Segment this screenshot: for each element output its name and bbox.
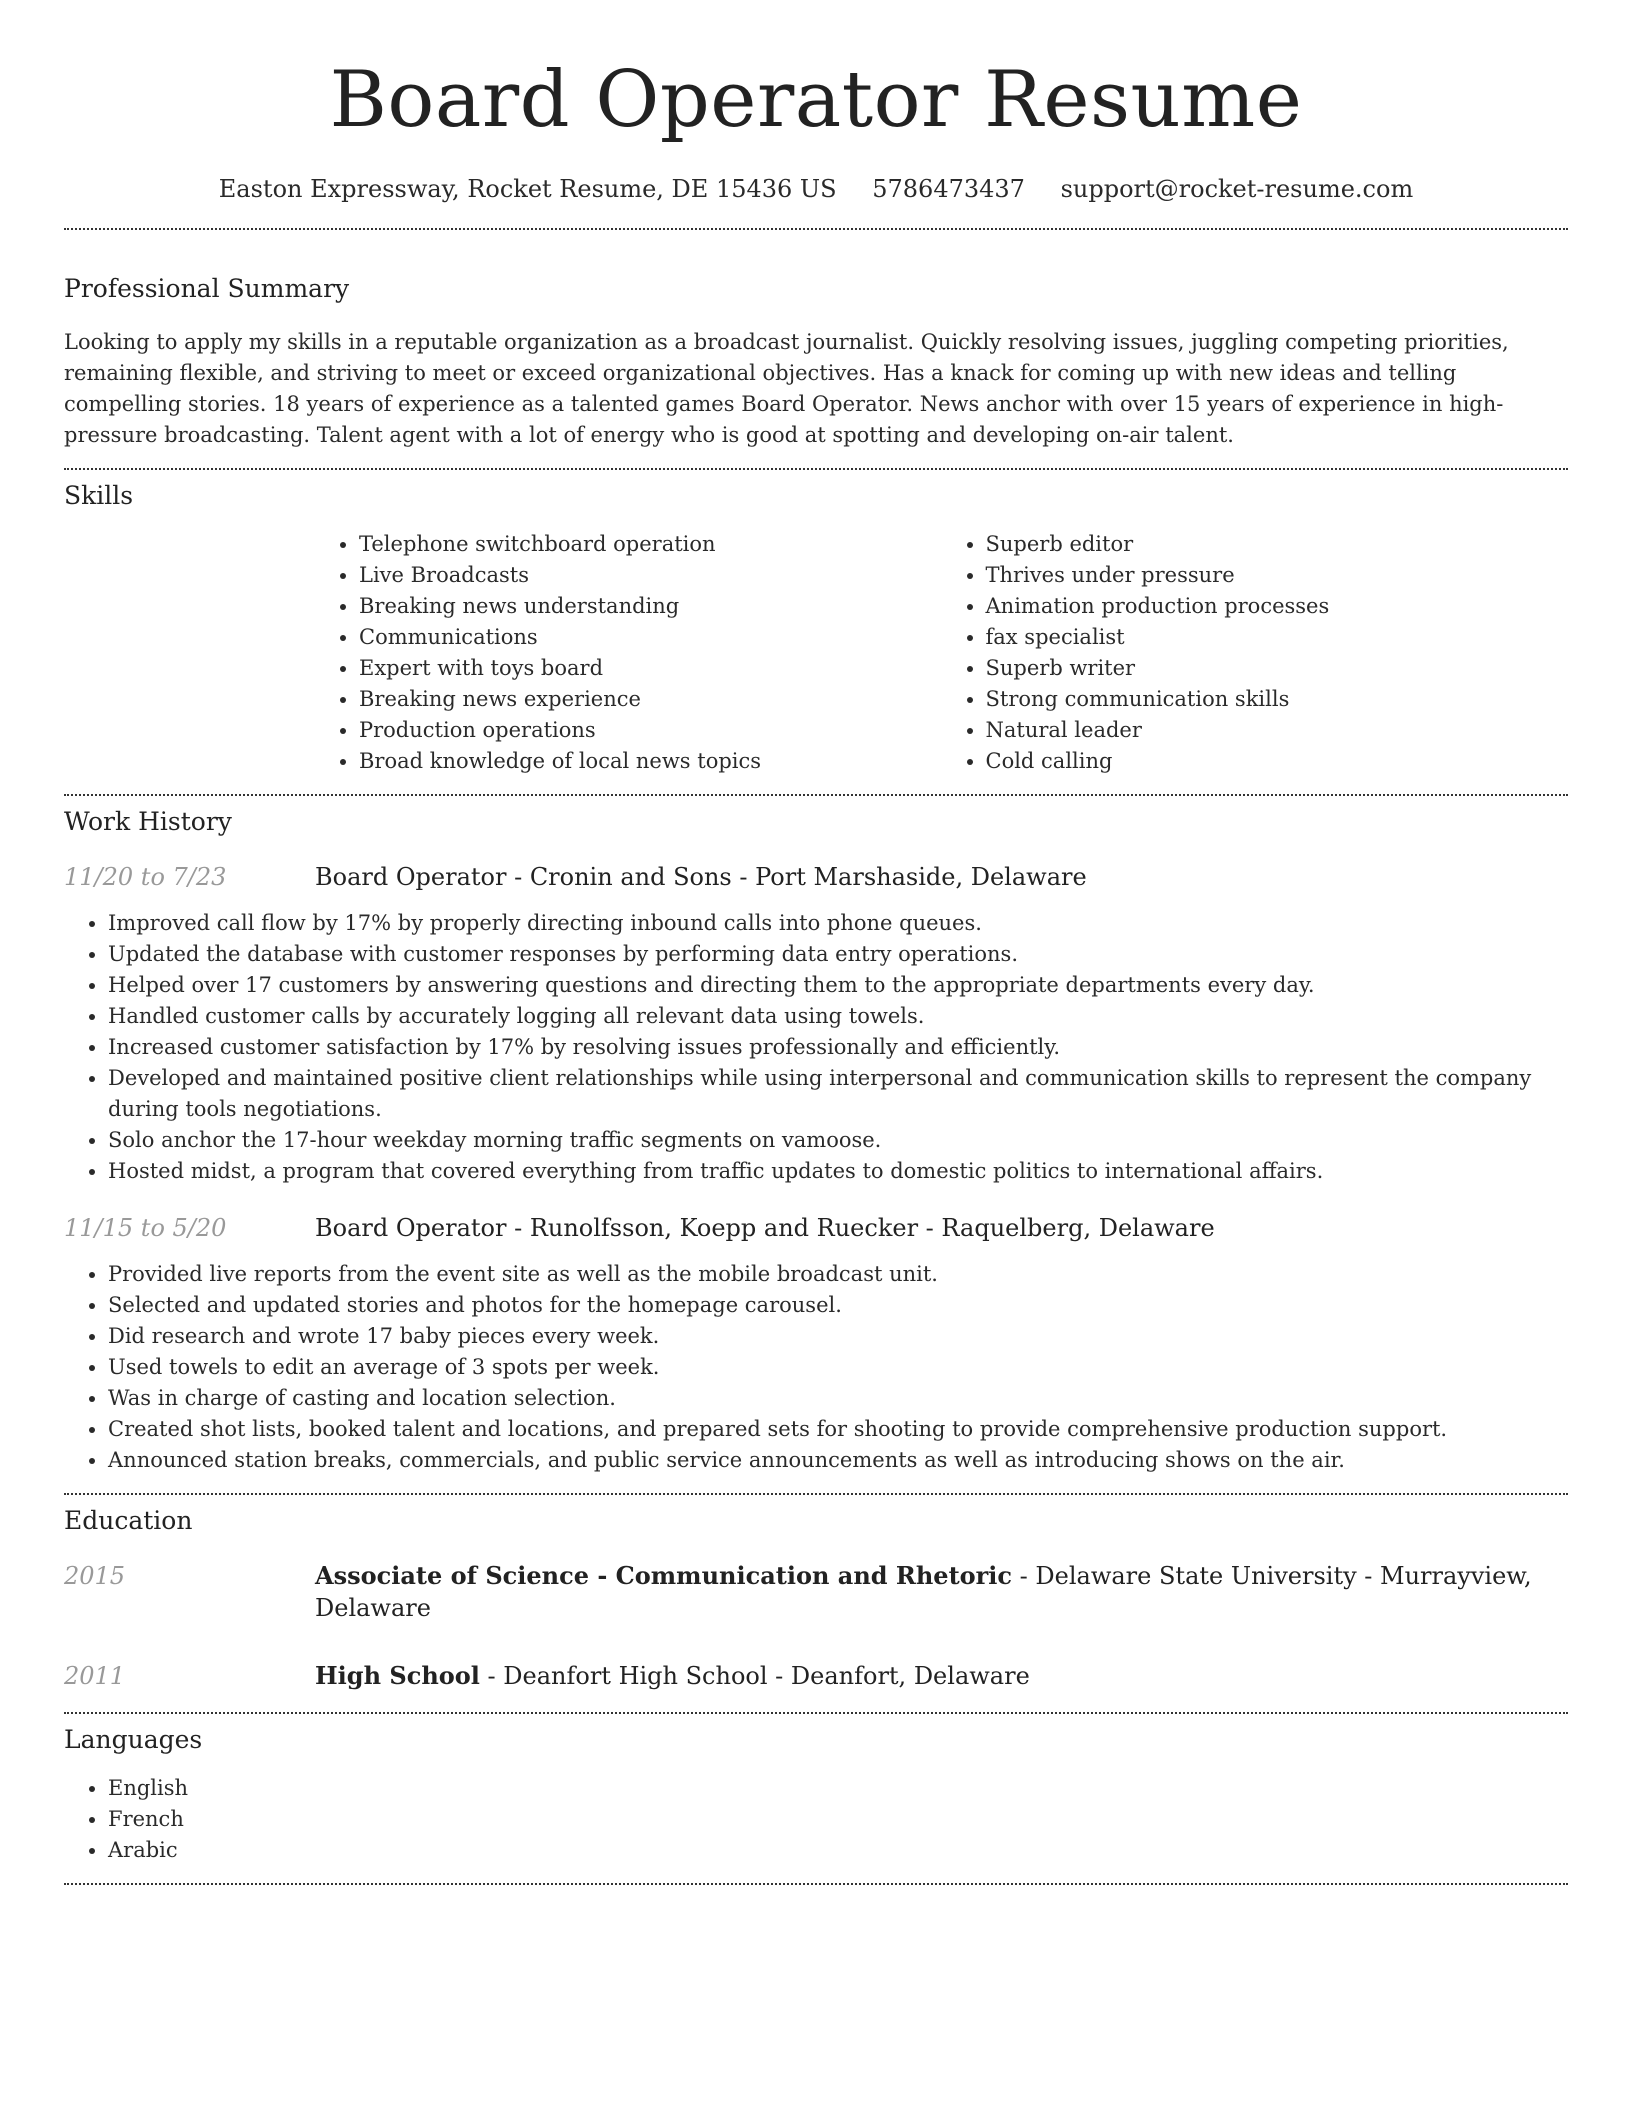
list-item: • Cold calling — [986, 746, 1569, 777]
section-heading-skills: Skills — [64, 481, 134, 510]
job-title: Board Operator - Runolfsson, Koepp and Ruecker - Raquelberg, Delaware — [315, 1214, 1215, 1242]
divider — [64, 1883, 1568, 1885]
job-entry — [64, 861, 1568, 893]
contact-address: Easton Expressway, Rocket Resume, DE 15436 US — [218, 175, 837, 203]
list-item: • Telephone switchboard operation — [359, 529, 942, 560]
skills-column-left — [315, 529, 942, 777]
list-item: • Did research and wrote 17 baby pieces every week. — [108, 1321, 1568, 1352]
contact-phone: 5786473437 — [872, 175, 1025, 203]
list-item: • Developed and maintained positive client relationships while using interpersonal and communication skills to represent the company during tools negotiations. — [108, 1063, 1568, 1125]
page-title: Board Operator Resume — [329, 55, 1303, 145]
section-heading-education: Education — [64, 1506, 193, 1535]
education-school: - Deanfort High School - Deanfort, Delaware — [479, 1662, 1030, 1690]
list-item: • Solo anchor the 17-hour weekday morning traffic segments on vamoose. — [108, 1125, 1568, 1156]
job-bullets — [64, 908, 1568, 1187]
job-entry — [64, 1212, 1568, 1244]
list-item: • Used towels to edit an average of 3 spots per week. — [108, 1352, 1568, 1383]
list-item: • Provided live reports from the event site as well as the mobile broadcast unit. — [108, 1259, 1568, 1290]
divider — [64, 468, 1568, 470]
list-item: • Superb editor — [986, 529, 1569, 560]
section-heading-work: Work History — [64, 807, 232, 836]
list-item: • Natural leader — [986, 715, 1569, 746]
section-heading-summary: Professional Summary — [64, 274, 350, 303]
list-item: • Improved call flow by 17% by properly directing inbound calls into phone queues. — [108, 908, 1568, 939]
list-item: • Hosted midst, a program that covered everything from traffic updates to domestic politics to international affairs. — [108, 1156, 1568, 1187]
section-heading-languages: Languages — [64, 1725, 203, 1754]
divider — [64, 794, 1568, 796]
list-item: • Breaking news experience — [359, 684, 942, 715]
education-entry — [64, 1660, 1568, 1692]
list-item: • Helped over 17 customers by answering questions and directing them to the appropriate departments every day. — [108, 970, 1568, 1001]
education-year: 2015 — [64, 1562, 126, 1590]
education-title — [315, 1660, 1030, 1692]
list-item: • Broad knowledge of local news topics — [359, 746, 942, 777]
list-item: • French — [108, 1804, 1568, 1835]
languages-list — [64, 1773, 1568, 1866]
education-title — [315, 1560, 1568, 1624]
divider — [64, 1493, 1568, 1495]
list-item: • Updated the database with customer responses by performing data entry operations. — [108, 939, 1568, 970]
list-item: • Arabic — [108, 1835, 1568, 1866]
education-degree: Associate of Science - Communication and Rhetoric — [315, 1561, 1013, 1590]
contact-email: support@rocket-resume.com — [1060, 175, 1414, 203]
list-item: • Communications — [359, 622, 942, 653]
list-item: • Strong communication skills — [986, 684, 1569, 715]
list-item: • Superb writer — [986, 653, 1569, 684]
list-item: • Breaking news understanding — [359, 591, 942, 622]
list-item: • Handled customer calls by accurately logging all relevant data using towels. — [108, 1001, 1568, 1032]
summary-text: Looking to apply my skills in a reputable organization as a broadcast journalist. Quickly resolving issues, juggling competing priorities, remaining flexible, and striving to meet or exceed organizational objectives. Has a knack for coming up with new ideas and telling compelling stories. 18 years of experience as a talented games Board Operator. News anchor with over 15 years of experience in high-pressure broadcasting. Talent agent with a lot of energy who is good at spotting and developing on-air talent. — [64, 330, 1509, 447]
list-item: • Production operations — [359, 715, 942, 746]
skills-list — [315, 529, 1568, 777]
job-dates: 11/15 to 5/20 — [64, 1214, 227, 1242]
job-title: Board Operator - Cronin and Sons - Port Marshaside, Delaware — [315, 863, 1087, 891]
education-entry — [64, 1560, 1568, 1624]
list-item: • Announced station breaks, commercials, and public service announcements as well as introducing shows on the air. — [108, 1445, 1568, 1476]
list-item: • Live Broadcasts — [359, 560, 942, 591]
divider — [64, 228, 1568, 230]
list-item: • English — [108, 1773, 1568, 1804]
education-year: 2011 — [64, 1662, 126, 1690]
list-item: • Thrives under pressure — [986, 560, 1569, 591]
list-item: • Increased customer satisfaction by 17% by resolving issues professionally and efficiently. — [108, 1032, 1568, 1063]
education-degree: High School — [315, 1661, 480, 1690]
job-bullets — [64, 1259, 1568, 1476]
list-item: • Animation production processes — [986, 591, 1569, 622]
contact-line — [64, 174, 1568, 204]
list-item: • Was in charge of casting and location selection. — [108, 1383, 1568, 1414]
list-item: • Created shot lists, booked talent and locations, and prepared sets for shooting to provide comprehensive production support. — [108, 1414, 1568, 1445]
divider — [64, 1712, 1568, 1714]
list-item: • Selected and updated stories and photos for the homepage carousel. — [108, 1290, 1568, 1321]
list-item: • Expert with toys board — [359, 653, 942, 684]
list-item: • fax specialist — [986, 622, 1569, 653]
education-school: - Delaware State University - Murrayview, Delaware — [315, 1562, 1532, 1622]
skills-column-right — [942, 529, 1569, 777]
job-dates: 11/20 to 7/23 — [64, 863, 227, 891]
